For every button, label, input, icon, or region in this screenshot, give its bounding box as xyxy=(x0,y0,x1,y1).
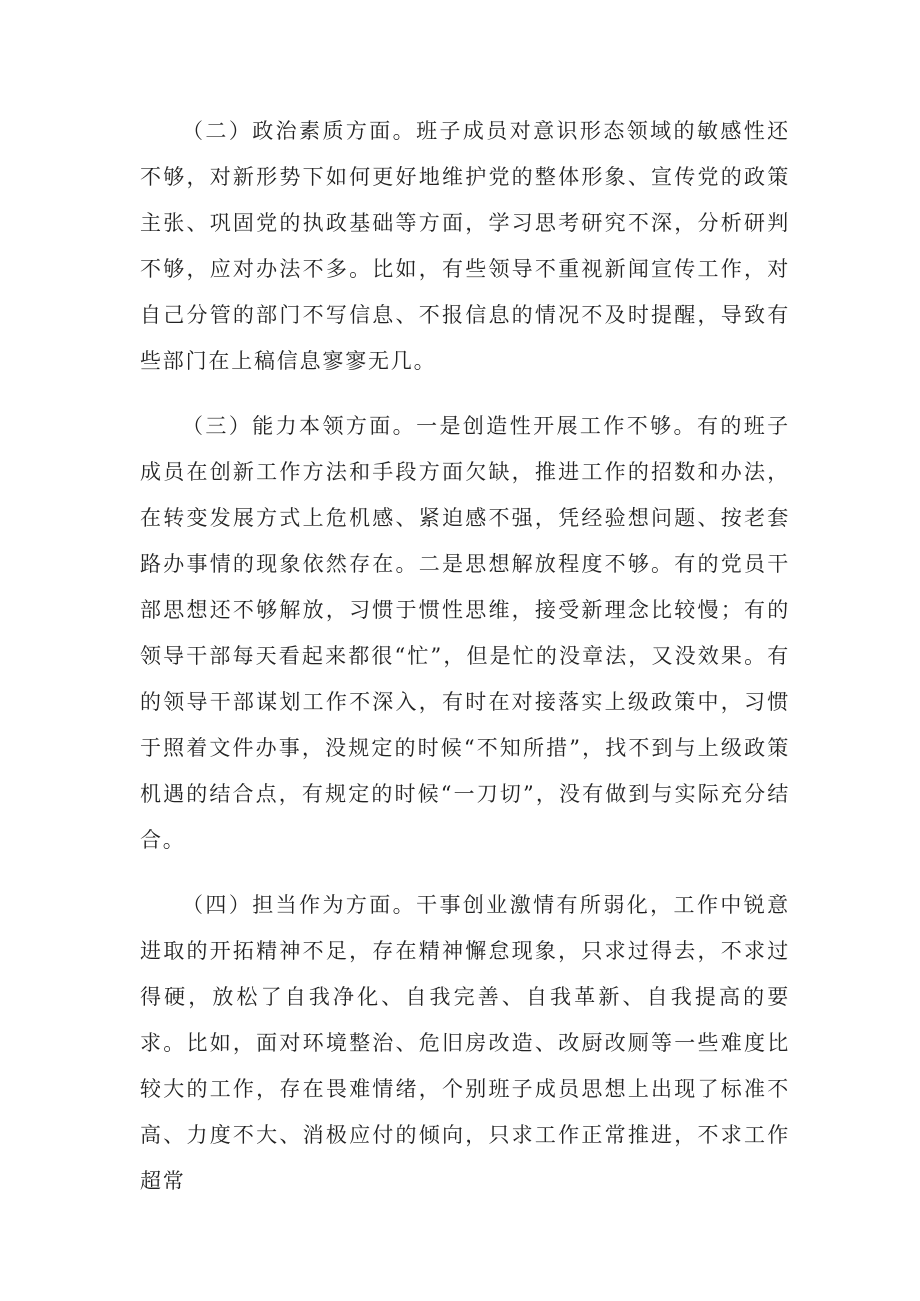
paragraph-political-quality: （二）政治素质方面。班子成员对意识形态领域的敏感性还不够，对新形势下如何更好地维护党的整体形象、宣传党的政策主张、巩固党的执政基础等方面，学习思考研究不深，分析研判不够，应对办法不多。比如，有些领导不重视新闻宣传工作，对自己分管的部门不写信息、不报信息的情况不及时提醒，导致有些部门在上稿信息寥寥无几。 xyxy=(140,119,790,373)
paragraph-responsibility: （四）担当作为方面。干事创业激情有所弱化，工作中锐意进取的开拓精神不足，存在精神懈怠现象，只求过得去，不求过得硬，放松了自我净化、自我完善、自我革新、自我提高的要求。比如，面对环境整治、危旧房改造、改厨改厕等一些难度比较大的工作，存在畏难情绪，个别班子成员思想上出现了标准不高、力度不大、消极应付的倾向，只求工作正常推进，不求工作超常 xyxy=(140,893,790,1193)
document-body xyxy=(140,108,790,1223)
paragraph-ability: （三）能力本领方面。一是创造性开展工作不够。有的班子成员在创新工作方法和手段方面欠缺，推进工作的招数和办法，在转变发展方式上危机感、紧迫感不强，凭经验想问题、按老套路办事情的现象依然存在。二是思想解放程度不够。有的党员干部思想还不够解放，习惯于惯性思维，接受新理念比较慢；有的领导干部每天看起来都很“忙”，但是忙的没章法，又没效果。有的领导干部谋划工作不深入，有时在对接落实上级政策中，习惯于照着文件办事，没规定的时候“不知所措”，找不到与上级政策机遇的结合点，有规定的时候“一刀切”，没有做到与实际充分结合。 xyxy=(140,414,790,852)
